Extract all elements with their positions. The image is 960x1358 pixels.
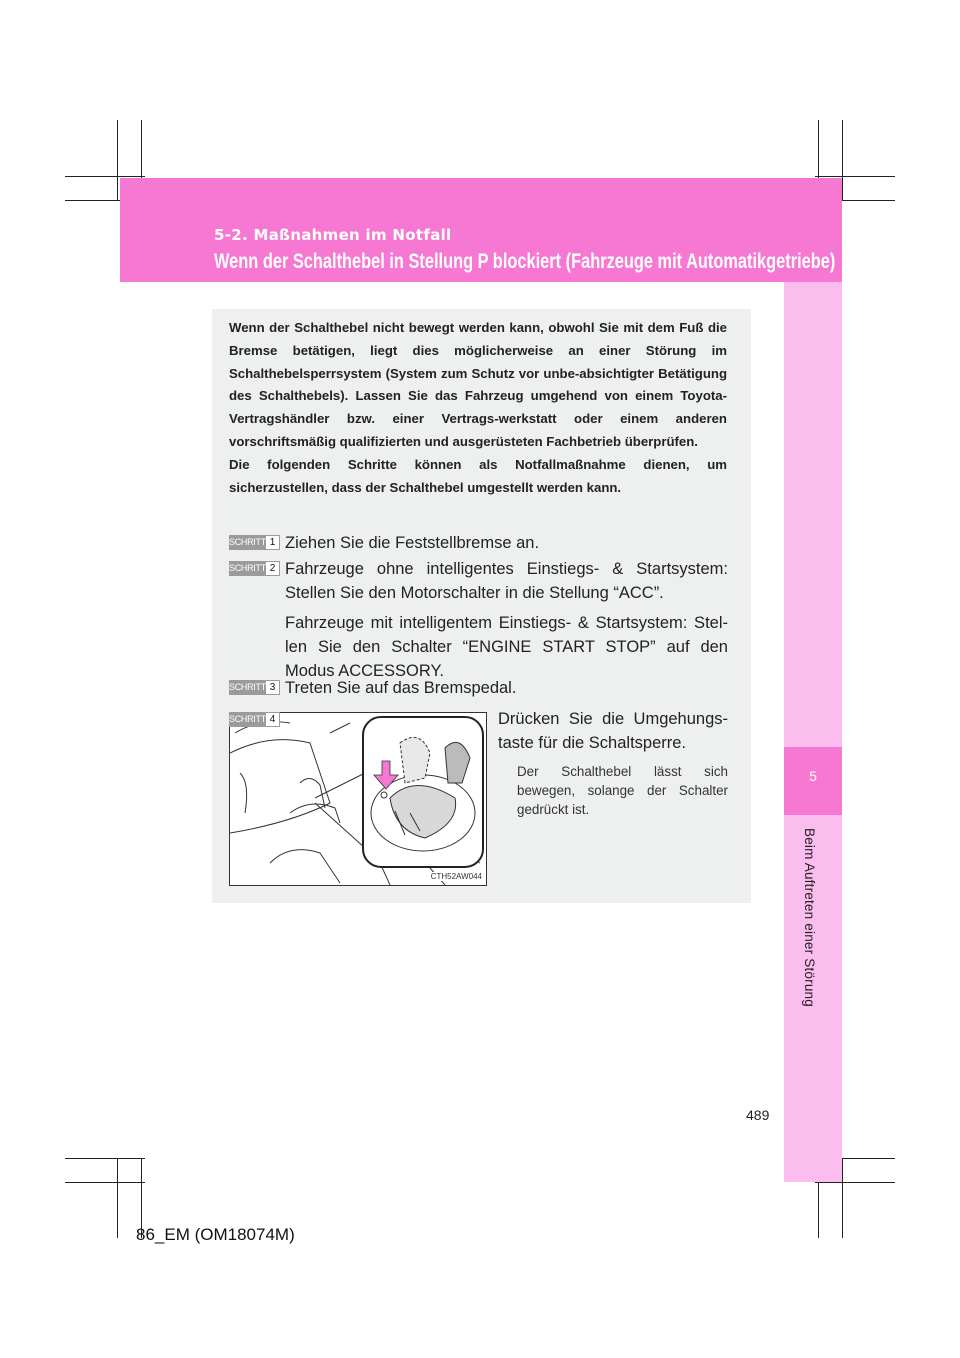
step-4-text [498, 707, 728, 755]
section-heading: 5-2. Maßnahmen im Notfall [214, 226, 452, 244]
step-badge-label: SCHRITT [229, 537, 266, 547]
chapter-number: 5 [809, 768, 817, 784]
step-2-text [285, 557, 728, 683]
step-1-text [285, 531, 728, 555]
chapter-label: Beim Auftreten einer Störung [802, 828, 817, 1007]
crop-mark [117, 120, 118, 200]
step-badge [229, 712, 280, 727]
step-3-text [285, 676, 728, 700]
step-badge [229, 561, 280, 576]
crop-mark [815, 1182, 895, 1183]
page-title: Wenn der Schalthebel in Stellung P blockiert (Fahrzeuge mit Automatikgetriebe) [214, 250, 836, 273]
step-paragraph: Fahrzeuge mit intelligentem Einstiegs- & Startsystem: Stel-len Sie den Schalter “ENGINE START STOP” auf den Modus ACCESSORY. [285, 614, 728, 680]
chapter-sidebar [784, 282, 842, 1182]
crop-mark [65, 1182, 145, 1183]
step-badge [229, 680, 280, 695]
shift-lever-illustration [229, 712, 487, 886]
step-badge [229, 535, 280, 550]
crop-mark [65, 1158, 145, 1159]
step-badge-label: SCHRITT [229, 563, 266, 573]
step-badge-label: SCHRITT [229, 714, 266, 724]
crop-mark [842, 120, 843, 200]
step-badge-label: SCHRITT [229, 682, 266, 692]
page-number: 489 [746, 1107, 770, 1123]
intro-text [229, 317, 727, 499]
intro-paragraph: Die folgenden Schritte können als Notfallmaßnahme dienen, um sicherzustellen, dass der Schalthebel umgestellt werden kann. [229, 456, 727, 495]
step-badge-number: 4 [266, 713, 279, 726]
step-badge-number: 2 [266, 562, 279, 575]
step-paragraph: Drücken Sie die Umgehungs-taste für die Schaltsperre. [498, 710, 728, 752]
crop-mark [117, 1158, 118, 1238]
crop-mark [815, 176, 895, 177]
step-paragraph: Treten Sie auf das Bremspedal. [285, 679, 517, 697]
shift-lever-drawing [230, 713, 486, 885]
intro-paragraph: Wenn der Schalthebel nicht bewegt werden kann, obwohl Sie mit dem Fuß die Bremse betätigen, liegt dies möglicherweise an einer Störung im Schalthebelsperrsystem (System zum Schutz vor unbe-absichtigter Betätigung des Schalthebels). Lassen Sie das Fahrzeug umgehend von einem Toyota-Vertragshändler bzw. einer Vertrags-werkstatt oder einem anderen vorschriftsmäßig qualifizierten und ausgerüsteten Fachbetrieb überprüfen. [229, 320, 727, 449]
step-badge-number: 3 [266, 681, 279, 694]
crop-mark [65, 176, 145, 177]
step-paragraph: Fahrzeuge ohne intelligentes Einstiegs- & Startsystem: Stellen Sie den Motorschalter in die Stellung “ACC”. [285, 560, 728, 602]
crop-mark [842, 1158, 843, 1238]
step-badge-number: 1 [266, 536, 279, 549]
step-note: Der Schalthebel lässt sich bewegen, solange der Schalter gedrückt ist. [517, 764, 728, 817]
footer-code: 86_EM (OM18074M) [136, 1225, 295, 1244]
illustration-code: CTH52AW044 [430, 872, 482, 881]
step-paragraph: Ziehen Sie die Feststellbremse an. [285, 534, 540, 552]
